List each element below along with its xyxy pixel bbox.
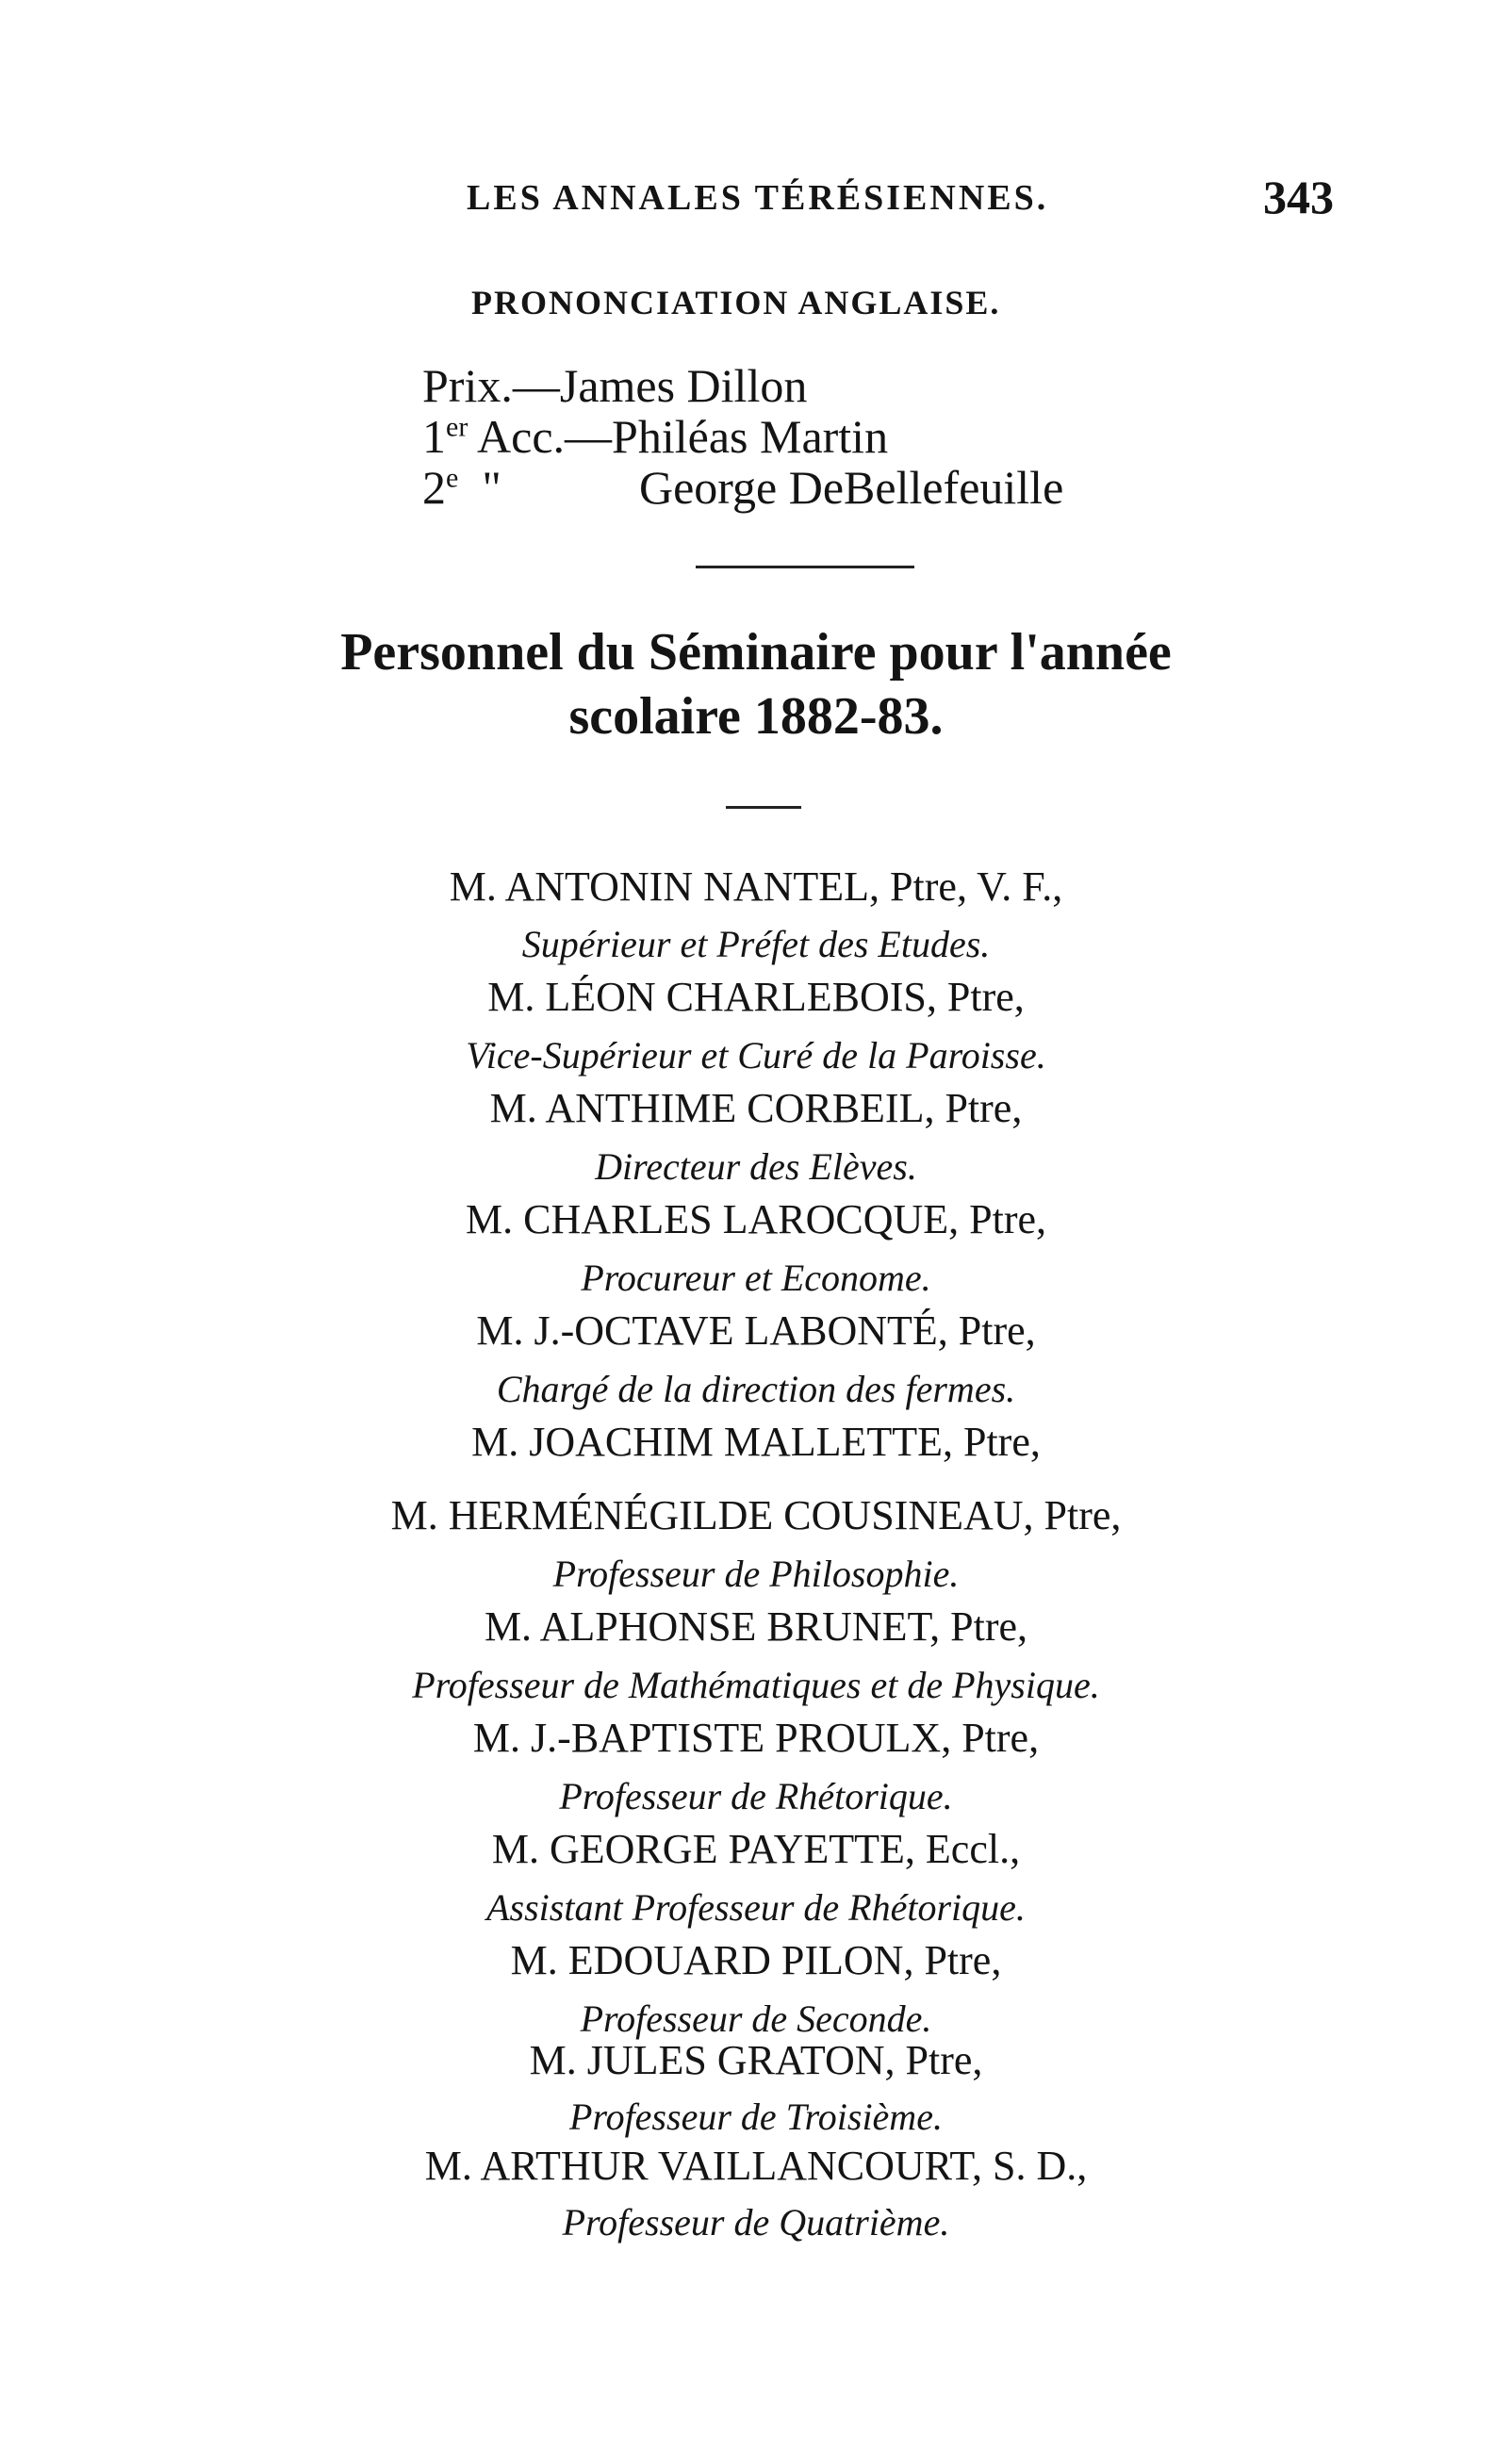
staff-name: M. CHARLES LAROCQUE, Ptre, — [465, 1196, 1047, 1242]
staff-name: M. ANTHIME CORBEIL, Ptre, — [489, 1085, 1023, 1131]
award-rank: 2e " — [422, 461, 501, 514]
staff-role: Professeur de Rhétorique. — [559, 1775, 953, 1817]
staff-role: Professeur de Troisième. — [569, 2096, 943, 2138]
page-number: 343 — [1263, 171, 1334, 223]
staff-role: Procureur et Econome. — [581, 1257, 931, 1299]
staff-name: M. ANTONIN NANTEL, Ptre, V. F., — [449, 863, 1063, 910]
staff-name: M. J.-BAPTISTE PROULX, Ptre, — [472, 1715, 1040, 1761]
pronunciation-heading: PRONONCIATION ANGLAISE. — [471, 284, 1001, 321]
staff-name: M. GEORGE PAYETTE, Eccl., — [491, 1826, 1021, 1872]
staff-role: Professeur de Quatrième. — [562, 2201, 950, 2244]
section-divider — [696, 566, 914, 568]
award-line — [422, 409, 888, 464]
staff-role: Assistant Professeur de Rhétorique. — [486, 1886, 1026, 1929]
staff-role: Professeur de Mathématiques et de Physique. — [412, 1664, 1100, 1706]
award-line — [422, 460, 1063, 515]
staff-name: M. LÉON CHARLEBOIS, Ptre, — [487, 974, 1025, 1020]
staff-name: M. HERMÉNÉGILDE COUSINEAU, Ptre, — [390, 1492, 1122, 1538]
staff-role: Chargé de la direction des fermes. — [496, 1368, 1016, 1410]
staff-name: M. EDOUARD PILON, Ptre, — [510, 1937, 1002, 1983]
award-rank: 1er Acc.— — [422, 410, 613, 463]
staff-name: M. ARTHUR VAILLANCOURT, S. D., — [424, 2143, 1088, 2189]
staff-role: Vice-Supérieur et Curé de la Paroisse. — [466, 1034, 1046, 1077]
staff-name: M. JOACHIM MALLETTE, Ptre, — [471, 1419, 1041, 1465]
staff-name: M. J.-OCTAVE LABONTÉ, Ptre, — [476, 1307, 1036, 1354]
award-name: Philéas Martin — [612, 410, 889, 463]
award-name: James Dillon — [559, 359, 808, 412]
award-line — [422, 358, 807, 413]
short-divider — [726, 806, 801, 809]
personnel-title-line1: Personnel du Séminaire pour l'année — [340, 623, 1172, 682]
staff-role: Supérieur et Préfet des Etudes. — [521, 923, 991, 965]
staff-role: Professeur de Philosophie. — [552, 1553, 960, 1595]
staff-role: Professeur de Seconde. — [580, 1997, 932, 2040]
award-rank: Prix.— — [422, 359, 560, 412]
staff-role: Directeur des Elèves. — [595, 1145, 917, 1188]
personnel-title-line2: scolaire 1882-83. — [568, 687, 944, 746]
staff-name: M. JULES GRATON, Ptre, — [529, 2037, 983, 2083]
award-name: George DeBellefeuille — [639, 461, 1064, 514]
running-title: LES ANNALES TÉRÉSIENNES. — [467, 178, 1049, 218]
staff-name: M. ALPHONSE BRUNET, Ptre, — [484, 1603, 1028, 1650]
